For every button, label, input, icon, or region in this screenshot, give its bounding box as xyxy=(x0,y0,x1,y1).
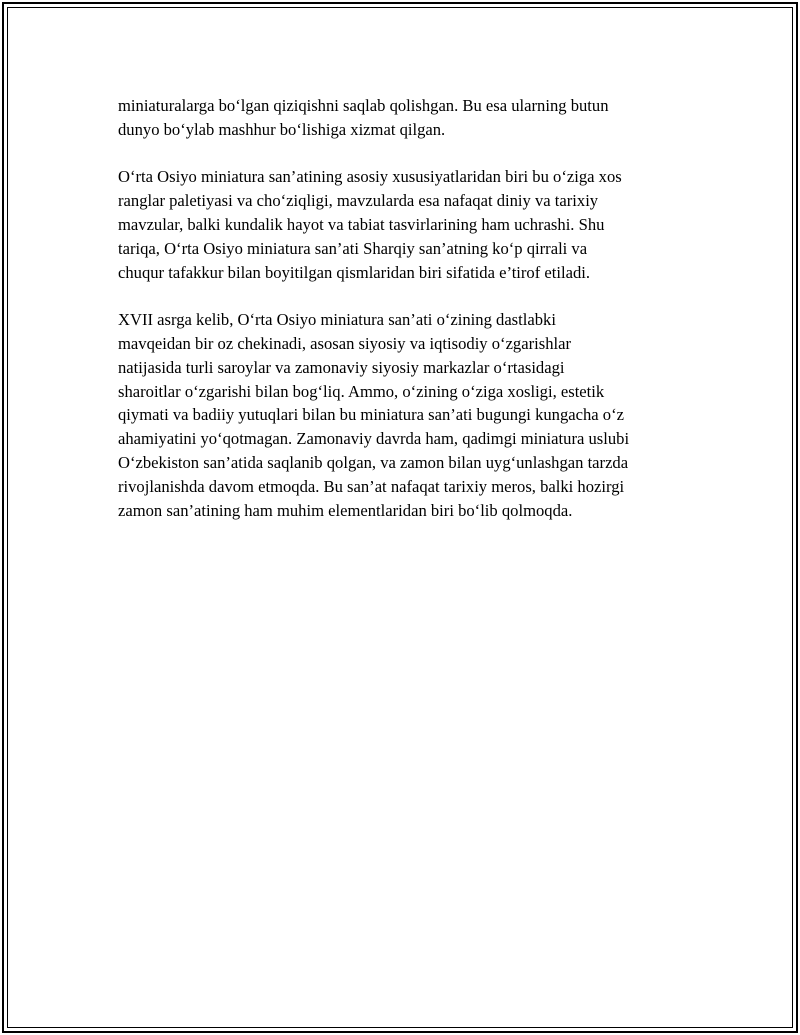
text-line: ranglar paletiyasi va cho‘ziqligi, mavzularda esa nafaqat diniy va tarixiy xyxy=(118,191,599,211)
document-body xyxy=(118,94,698,546)
text-line: miniaturalarga bo‘lgan qiziqishni saqlab qolishgan. Bu esa ularning butun xyxy=(118,96,609,115)
text-line: mavzular, balki kundalik hayot va tabiat tasvirlarining ham uchrashi. Shu xyxy=(118,214,605,234)
text-line: chuqur tafakkur bilan boyitilgan qismlaridan biri sifatida e’tirof etiladi. xyxy=(118,262,591,282)
text-line: qiymati va badiiy yutuqlari bilan bu miniatura san’ati bugungi kungacha o‘z xyxy=(118,405,624,425)
text-line: XVII asrga kelib, O‘rta Osiyo miniatura san’ati o‘zining dastlabki xyxy=(118,310,556,330)
paragraph-3 xyxy=(118,308,698,522)
text-line: ahamiyatini yo‘qotmagan. Zamonaviy davrda ham, qadimgi miniatura uslubi xyxy=(118,429,630,449)
text-line: O‘zbekiston san’atida saqlanib qolgan, va zamon bilan uyg‘unlashgan tarzda xyxy=(118,452,629,472)
text-line: O‘rta Osiyo miniatura san’atining asosiy xususiyatlaridan biri bu o‘ziga xos xyxy=(118,167,622,187)
text-line: tariqa, O‘rta Osiyo miniatura san’ati Sharqiy san’atning ko‘p qirrali va xyxy=(118,238,588,258)
text-line: natijasida turli saroylar va zamonaviy siyosiy markazlar o‘rtasidagi xyxy=(118,357,565,377)
text-line: sharoitlar o‘zgarishi bilan bog‘liq. Ammo, o‘zining o‘ziga xosligi, estetik xyxy=(118,381,605,401)
paragraph-2 xyxy=(118,165,698,284)
text-line: mavqeidan bir oz chekinadi, asosan siyosiy va iqtisodiy o‘zgarishlar xyxy=(118,333,571,353)
text-line: zamon san’atining ham muhim elementlaridan biri bo‘lib qolmoqda. xyxy=(118,500,573,520)
paragraph-1 xyxy=(118,94,698,142)
text-line: rivojlanishda davom etmoqda. Bu san’at nafaqat tarixiy meros, balki hozirgi xyxy=(118,476,625,496)
text-line: dunyo bo‘ylab mashhur bo‘lishiga xizmat qilgan. xyxy=(118,119,446,139)
